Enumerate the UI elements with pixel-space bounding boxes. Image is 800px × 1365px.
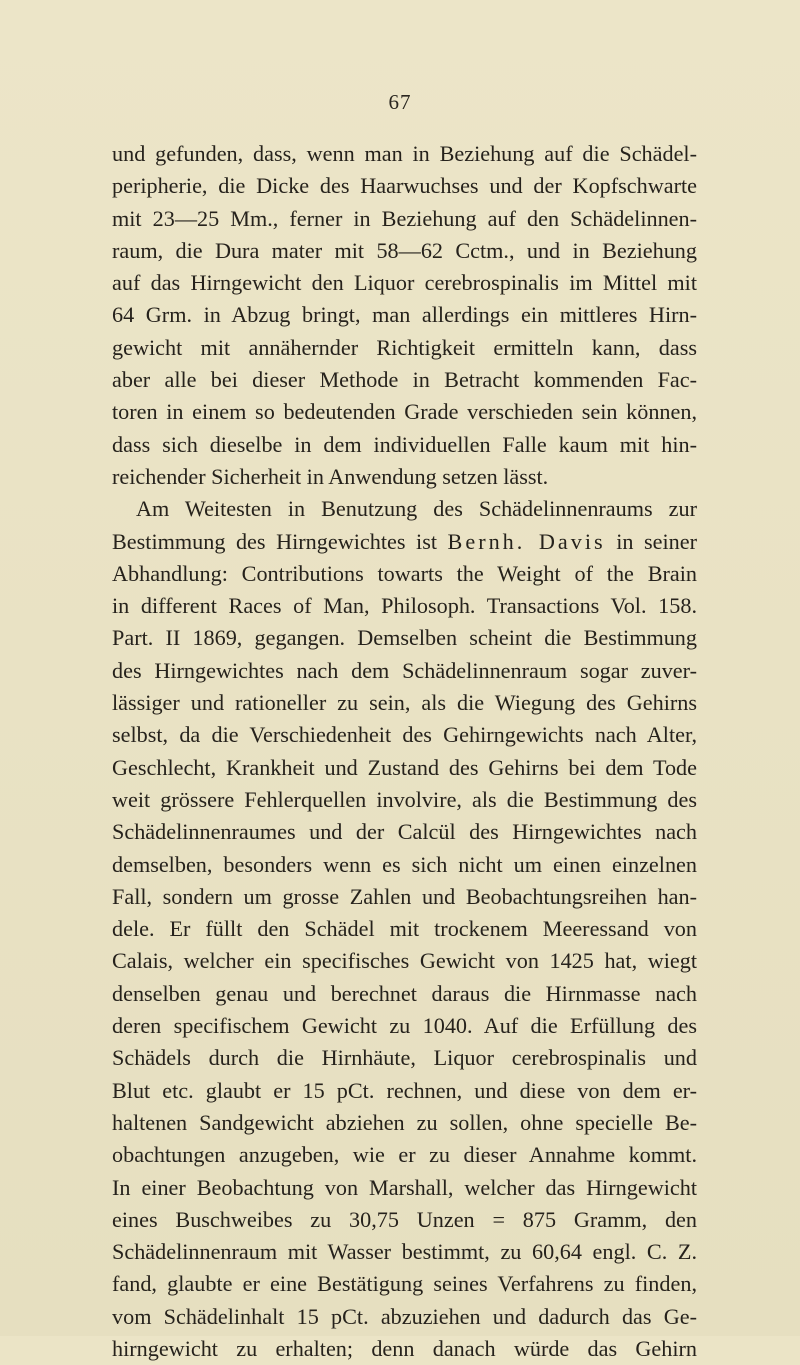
text-line: Geschlecht, Krankheit und Zustand des Gehirns bei dem Tode (112, 754, 697, 780)
text-line: Abhandlung: Contributions towarts the Weight of the Brain (112, 560, 697, 586)
text-line: Part. II 1869, gegangen. Demselben scheint die Bestimmung (112, 625, 697, 651)
text-line: und gefunden, dass, wenn man in Beziehung auf die Schädel- (112, 141, 697, 166)
text-line: dele. Er füllt den Schädel mit trockenem Meeressand von (112, 916, 697, 942)
text-line: Calais, welcher ein specifisches Gewicht von 1425 hat, wiegt (112, 948, 697, 974)
text-line: 64 Grm. in Abzug bringt, man allerdings ein mittleres Hirn- (112, 302, 697, 328)
text-line: auf das Hirngewicht den Liquor cerebrospinalis im Mittel mit (112, 270, 697, 296)
text-segment: in seiner (605, 528, 697, 554)
text-line: dass sich dieselbe in dem individuellen Falle kaum mit hin- (112, 431, 697, 457)
text-line: haltenen Sandgewicht abziehen zu sollen, ohne specielle Be- (112, 1109, 697, 1135)
paragraph-start-line: Am Weitesten in Benutzung des Schädelinnenraums zur (136, 496, 697, 522)
author-name: Bernh. Davis (447, 528, 606, 554)
text-line: eines Buschweibes zu 30,75 Unzen = 875 Gramm, den (112, 1206, 697, 1232)
text-line: Schädels durch die Hirnhäute, Liquor cerebrospinalis und (112, 1045, 697, 1071)
text-line: Schädelinnenraum mit Wasser bestimmt, zu 60,64 engl. C. Z. (112, 1239, 697, 1265)
text-line-with-author (112, 526, 697, 558)
text-line: lässiger und rationeller zu sein, als die Wiegung des Gehirns (112, 690, 697, 716)
body-text (112, 138, 697, 1365)
text-line: des Hirngewichtes nach dem Schädelinnenraum sogar zuver- (112, 657, 697, 683)
text-line: weit grössere Fehlerquellen involvire, als die Bestimmung des (112, 786, 697, 812)
text-line: Fall, sondern um grosse Zahlen und Beobachtungsreihen han- (112, 883, 697, 909)
text-line: toren in einem so bedeutenden Grade verschieden sein können, (112, 399, 697, 425)
text-line: demselben, besonders wenn es sich nicht um einen einzelnen (112, 851, 697, 877)
text-line: In einer Beobachtung von Marshall, welcher das Hirngewicht (112, 1174, 697, 1200)
text-line: Blut etc. glaubt er 15 pCt. rechnen, und diese von dem er- (112, 1077, 697, 1103)
text-segment: Bestimmung des Hirngewichtes ist (112, 528, 448, 554)
text-line: fand, glaubte er eine Bestätigung seines Verfahrens zu finden, (112, 1271, 697, 1297)
text-line: reichender Sicherheit in Anwendung setzen lässt. (112, 463, 549, 489)
text-line: raum, die Dura mater mit 58—62 Cctm., und in Beziehung (112, 237, 697, 263)
text-line: hirngewicht zu erhalten; denn danach würde das Gehirn (112, 1335, 697, 1361)
text-line: denselben genau und berechnet daraus die Hirnmasse nach (112, 980, 697, 1006)
page-number: 67 (388, 90, 412, 114)
text-line: deren specifischem Gewicht zu 1040. Auf die Erfüllung des (112, 1013, 697, 1039)
text-line: aber alle bei dieser Methode in Betracht kommenden Fac- (112, 367, 697, 393)
text-line: selbst, da die Verschiedenheit des Gehirngewichts nach Alter, (112, 722, 697, 748)
text-line: gewicht mit annähernder Richtigkeit ermitteln kann, dass (112, 334, 697, 360)
text-line: vom Schädelinhalt 15 pCt. abzuziehen und dadurch das Ge- (112, 1303, 697, 1329)
text-line: obachtungen anzugeben, wie er zu dieser Annahme kommt. (112, 1142, 697, 1168)
text-line: Schädelinnenraumes und der Calcül des Hirngewichtes nach (112, 819, 697, 845)
text-line: in different Races of Man, Philosoph. Transactions Vol. 158. (112, 593, 697, 619)
text-line: peripherie, die Dicke des Haarwuchses und der Kopfschwarte (112, 173, 697, 199)
text-line: mit 23—25 Mm., ferner in Beziehung auf den Schädelinnen- (112, 205, 697, 231)
